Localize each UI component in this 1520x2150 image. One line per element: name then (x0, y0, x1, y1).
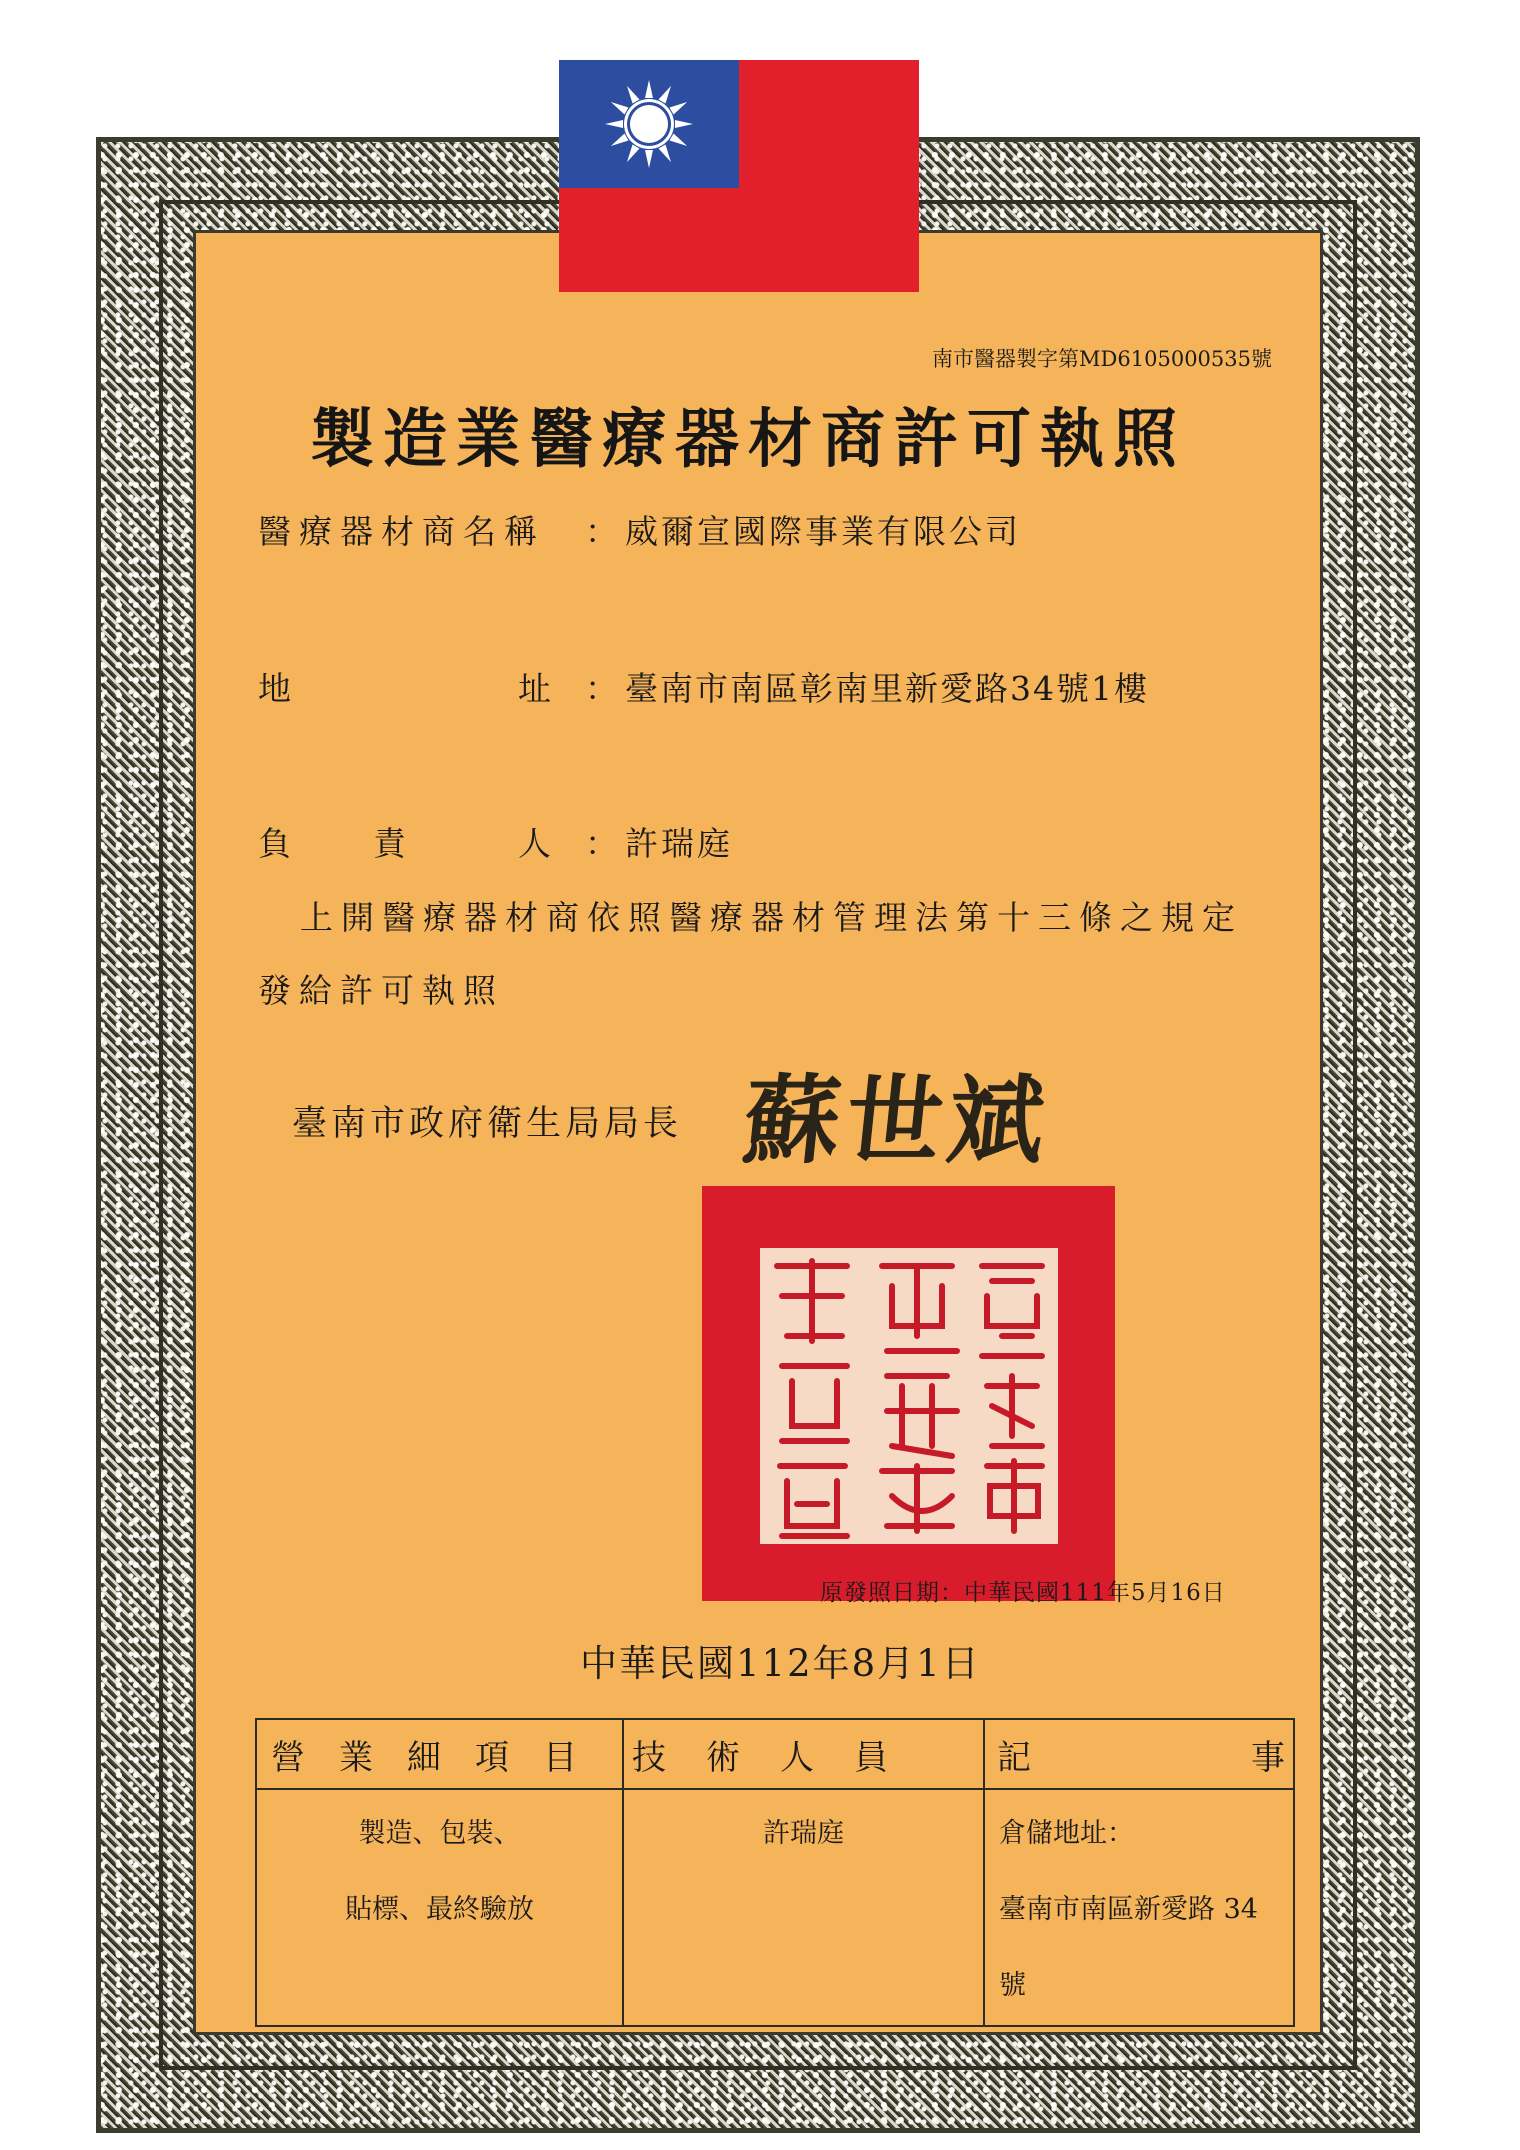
business-item-line: 貼標、最終驗放 (345, 1894, 534, 1925)
colon: ： (585, 512, 618, 551)
official-signature: 蘇世斌 (738, 1064, 1057, 1177)
national-flag (559, 60, 919, 292)
original-issue-date: 原發照日期：中華民國111年5月16日 (820, 1580, 1226, 1606)
responsible-person: 許瑞庭 (625, 824, 733, 863)
responsible-label-part2: 責 (373, 824, 406, 863)
company-address: 臺南市南區彰南里新愛路34號1樓 (625, 669, 1149, 708)
statement-line-2: 發給許可執照 (258, 971, 504, 1010)
license-number: 南市醫器製字第MD6105000535號 (932, 347, 1272, 371)
table-header-row (256, 1719, 1294, 1789)
notes-header-suffix: 事 (1251, 1737, 1285, 1778)
official-seal (702, 1186, 1115, 1601)
name-label: 醫療器材商名稱 (258, 512, 545, 551)
technical-staff-cell (623, 1789, 984, 2026)
notes-line: 臺南市南區新愛路 34 號 (999, 1894, 1258, 2001)
business-items-header: 營業細項目 (256, 1719, 623, 1789)
business-items-table (255, 1718, 1295, 2027)
company-name: 威爾宣國際事業有限公司 (625, 512, 1021, 551)
page-title: 製造業醫療器材商許可執照 (310, 402, 1186, 477)
technical-staff-name: 許瑞庭 (763, 1818, 844, 1849)
address-label-part1: 地 (258, 669, 291, 708)
white-sun-icon (604, 79, 694, 169)
seal-stamp-icon (702, 1186, 1115, 1601)
address-label-part2: 址 (518, 669, 551, 708)
responsible-label-part3: 人 (518, 824, 551, 863)
issue-date: 中華民國112年8月1日 (580, 1642, 981, 1685)
notes-header-prefix: 記 (997, 1737, 1031, 1778)
official-title: 臺南市政府衛生局局長 (292, 1104, 683, 1144)
notes-cell (984, 1789, 1294, 2026)
notes-line: 倉儲地址： (999, 1818, 1134, 1849)
technical-staff-header: 技術人員 (623, 1719, 984, 1789)
table-row (256, 1789, 1294, 2026)
colon: ： (585, 669, 618, 708)
business-items-cell (256, 1789, 623, 2026)
responsible-label-part1: 負 (258, 824, 291, 863)
notes-header (984, 1719, 1294, 1789)
statement-line-1: 上開醫療器材商依照醫療器材管理法第十三條之規定 (300, 898, 1243, 937)
business-item-line: 製造、包裝、 (358, 1818, 521, 1849)
colon: ： (585, 824, 618, 863)
